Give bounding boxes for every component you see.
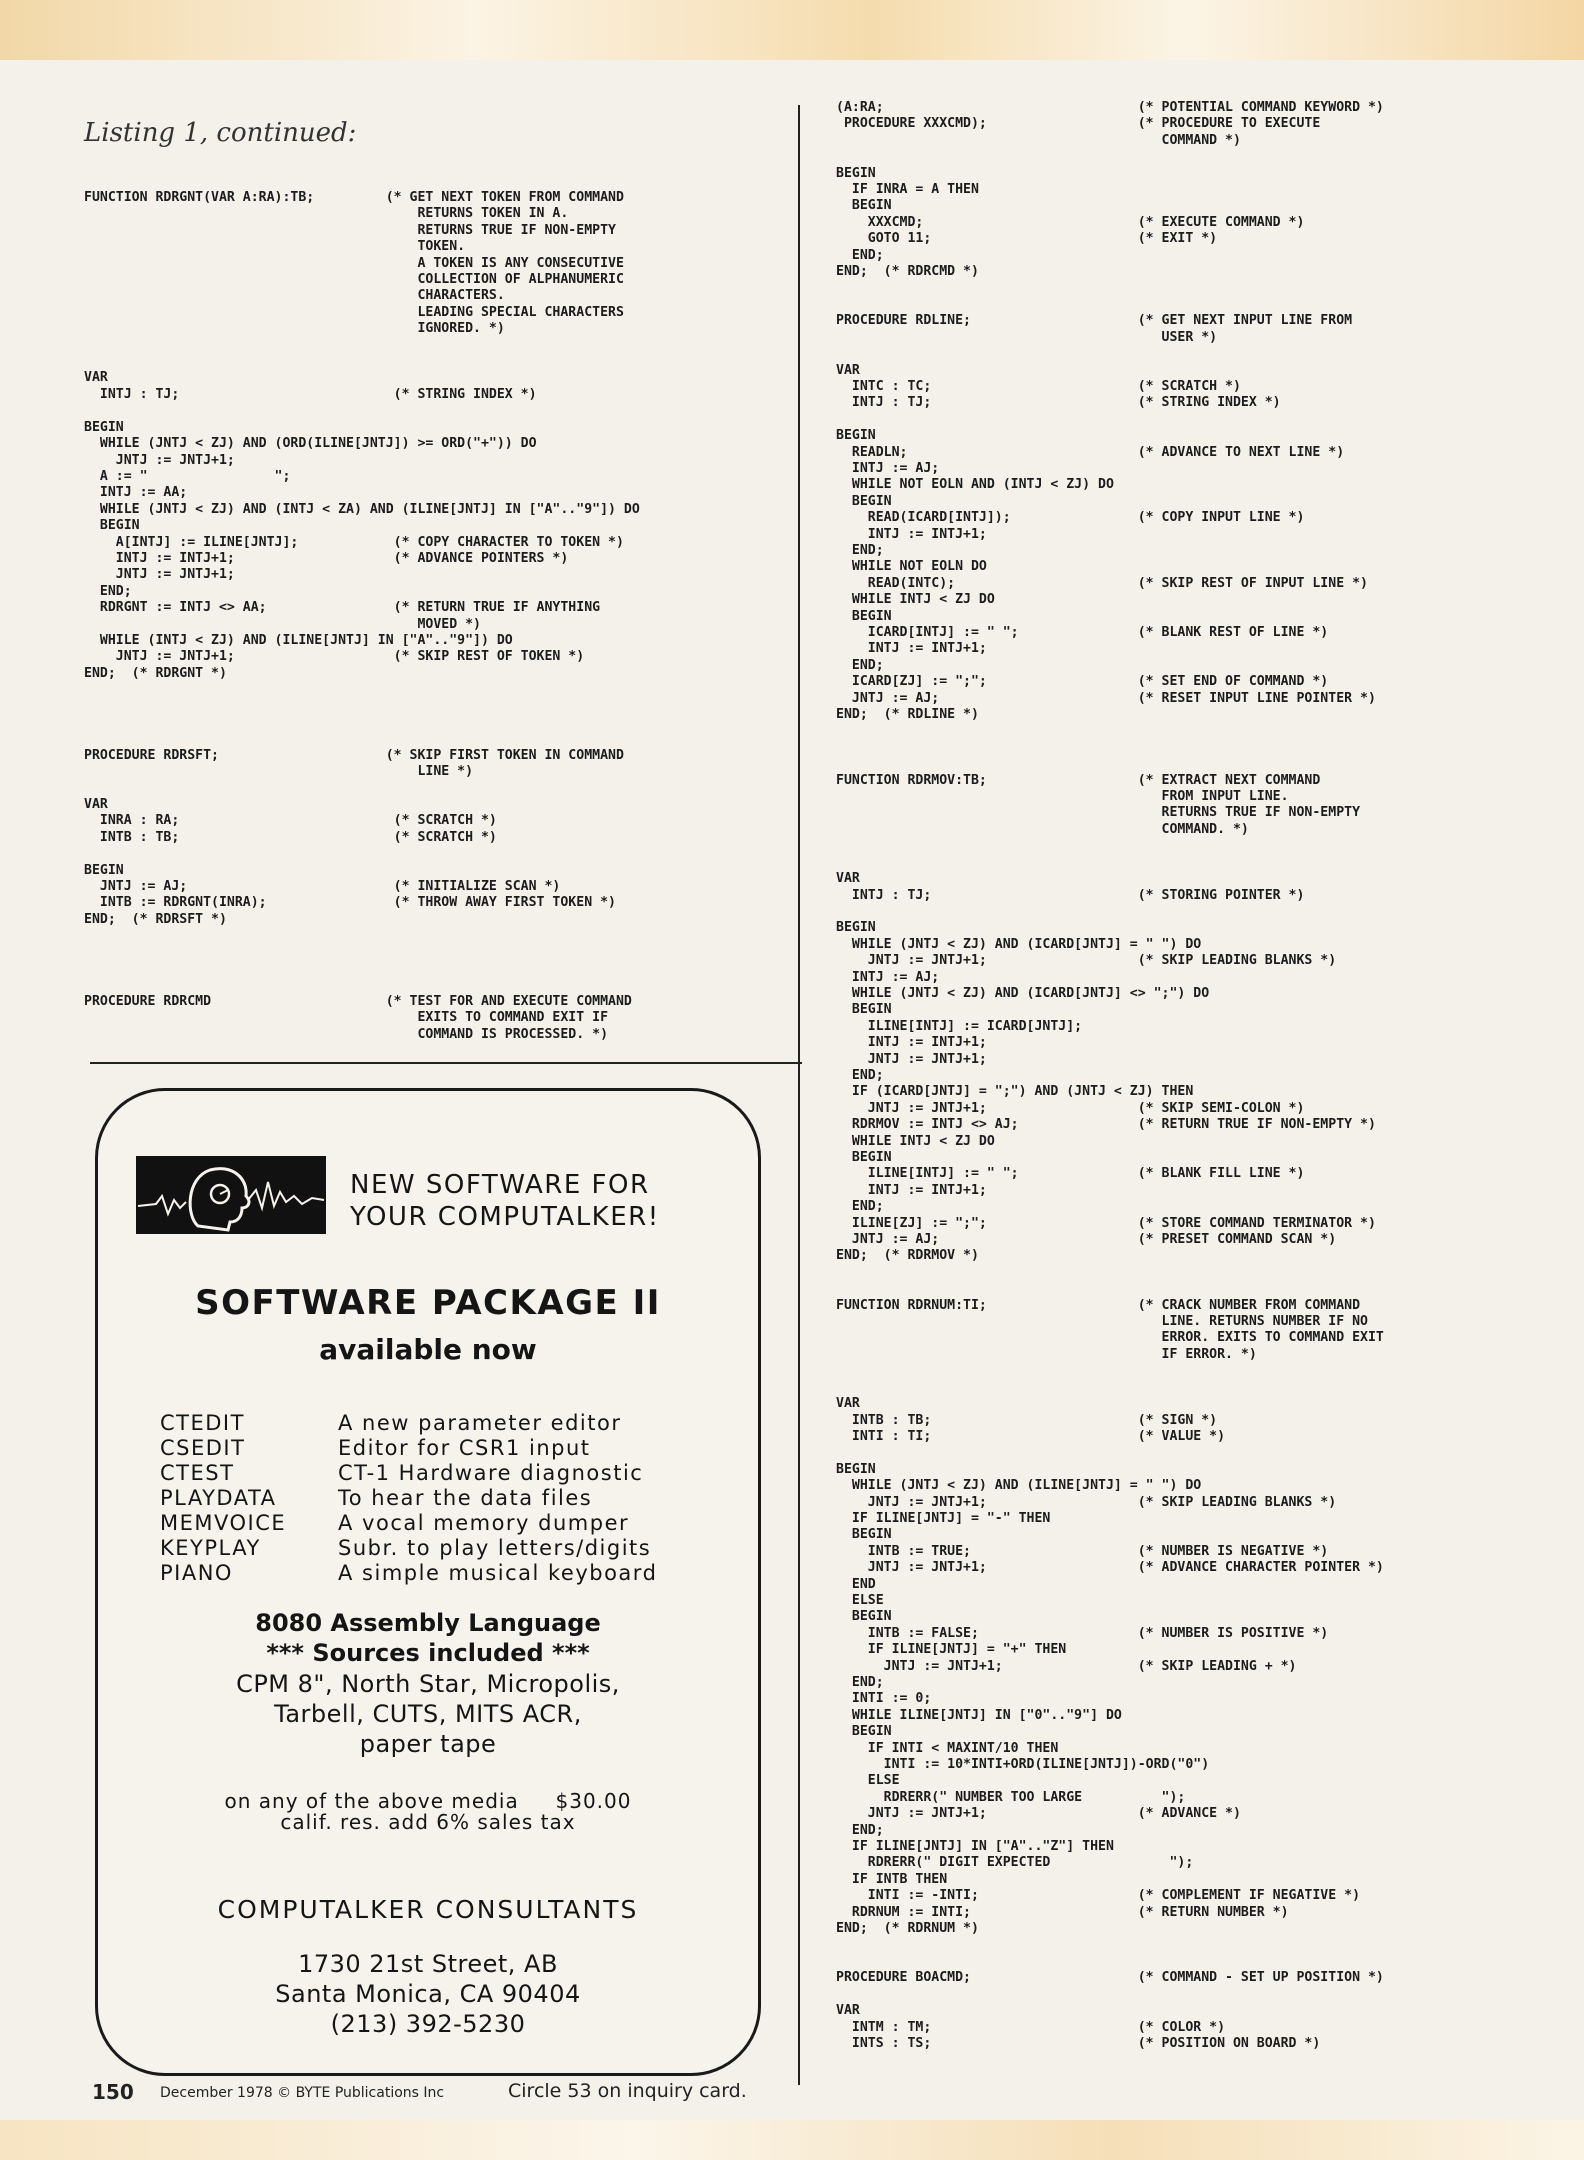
ad-media-line: paper tape	[359, 1730, 497, 1758]
program-description: To hear the data files	[338, 1486, 593, 1510]
computalker-advertisement	[95, 1088, 761, 2076]
program-row	[160, 1561, 740, 1586]
top-paper-edge	[0, 0, 1584, 60]
listing-right-column: (A:RA; (* POTENTIAL COMMAND KEYWORD *) PROCEDURE XXXCMD); (* PROCEDURE TO EXECUTE COMMAND *) BEGIN IF INRA = A THEN BEGIN XXXCMD; (* EXECUTE COMMAND *) GOTO 11; (* EXIT *) END; END; (* RDRCMD *) PROCEDURE RDLINE; (* GET NEXT INPUT LINE FROM USER *) VAR INTC : TC; (* SCRATCH *) INTJ : TJ; (* STRING INDEX *) BEGIN READLN; (* ADVANCE TO NEXT LINE *) INTJ := AJ; WHILE NOT EOLN AND (INTJ < ZJ) DO BEGIN READ(ICARD[INTJ]); (* COPY INPUT LINE *) INTJ := INTJ+1; END; WHILE NOT EOLN DO READ(INTC); (* SKIP REST OF INPUT LINE *) WHILE INTJ < ZJ DO BEGIN ICARD[INTJ] := " "; (* BLANK REST OF LINE *) INTJ := INTJ+1; END; ICARD[ZJ] := ";"; (* SET END OF COMMAND *) JNTJ := AJ; (* RESET INPUT LINE POINTER *) END; (* RDLINE *) FUNCTION RDRMOV:TB; (* EXTRACT NEXT COMMAND FROM INPUT LINE. RETURNS TRUE IF NON-EMPTY COMMAND. *) VAR INTJ : TJ; (* STORING POINTER *) BEGIN WHILE (JNTJ < ZJ) AND (ICARD[JNTJ] = " ") DO JNTJ := JNTJ+1; (* SKIP LEADING BLANKS *) INTJ := AJ; WHILE (JNTJ < ZJ) AND (ICARD[JNTJ] <> ";") DO BEGIN ILINE[INTJ] := ICARD[JNTJ]; INTJ := INTJ+1; JNTJ := JNTJ+1; END; IF (ICARD[JNTJ] = ";") AND (JNTJ < ZJ) THEN JNTJ := JNTJ+1; (* SKIP SEMI-COLON *) RDRMOV := INTJ <> AJ; (* RETURN TRUE IF NON-EMPTY *) WHILE INTJ < ZJ DO BEGIN ILINE[INTJ] := " "; (* BLANK FILL LINE *) INTJ := INTJ+1; END; ILINE[ZJ] := ";"; (* STORE COMMAND TERMINATOR *) JNTJ := AJ; (* PRESET COMMAND SCAN *) END; (* RDRMOV *) FUNCTION RDRNUM:TI; (* CRACK NUMBER FROM COMMAND LINE. RETURNS NUMBER IF NO ERROR. EXITS TO COMMAND EXIT IF ERROR. *) VAR INTB : TB; (* SIGN *) INTI : TI; (* VALUE *) BEGIN WHILE (JNTJ < ZJ) AND (ILINE[JNTJ] = " ") DO JNTJ := JNTJ+1; (* SKIP LEADING BLANKS *) IF ILINE[JNTJ] = "-" THEN BEGIN INTB := TRUE; (* NUMBER IS NEGATIVE *) JNTJ := JNTJ+1; (* ADVANCE CHARACTER POINTER *) END ELSE BEGIN INTB := FALSE; (* NUMBER IS POSITIVE *) IF ILINE[JNTJ] = "+" THEN JNTJ := JNTJ+1; (* SKIP LEADING + *) END; INTI := 0; WHILE ILINE[JNTJ] IN ["0".."9"] DO BEGIN IF INTI < MAXINT/10 THEN INTI := 10*INTI+ORD(ILINE[JNTJ])-ORD("0") ELSE RDRERR(" NUMBER TOO LARGE "); JNTJ := JNTJ+1; (* ADVANCE *) END; IF ILINE[JNTJ] IN ["A".."Z"] THEN RDRERR(" DIGIT EXPECTED "); IF INTB THEN INTI := -INTI; (* COMPLEMENT IF NEGATIVE *) RDRNUM := INTI; (* RETURN NUMBER *) END; (* RDRNUM *) PROCEDURE BOACMD; (* COMMAND - SET UP POSITION *) VAR INTM : TM; (* COLOR *) INTS : TS; (* POSITION ON BOARD *)	[836, 100, 1384, 2051]
program-row	[160, 1411, 740, 1436]
ad-subtitle: available now	[319, 1333, 537, 1366]
program-name: PIANO	[160, 1561, 233, 1585]
speaking-head-icon	[136, 1156, 326, 1234]
ad-divider	[90, 1062, 802, 1064]
ad-sources: *** Sources included ***	[266, 1639, 590, 1667]
program-name: CTEDIT	[160, 1411, 245, 1435]
column-divider	[798, 105, 800, 2085]
program-description: Editor for CSR1 input	[338, 1436, 591, 1460]
ad-company: COMPUTALKER CONSULTANTS	[217, 1895, 639, 1924]
ad-media-line: Tarbell, CUTS, MITS ACR,	[274, 1700, 582, 1728]
bottom-paper-edge	[0, 2120, 1584, 2160]
ad-city: Santa Monica, CA 90404	[275, 1980, 581, 2008]
program-row	[160, 1486, 740, 1511]
ad-street: 1730 21st Street, AB	[298, 1950, 558, 1978]
program-name: PLAYDATA	[160, 1486, 277, 1510]
inquiry-line: Circle 53 on inquiry card.	[508, 2080, 747, 2102]
program-description: Subr. to play letters/digits	[338, 1536, 652, 1560]
ad-address	[98, 1949, 758, 2039]
program-description: A new parameter editor	[338, 1411, 622, 1435]
page-number: 150	[92, 2080, 134, 2104]
publication-line: December 1978 © BYTE Publications Inc	[160, 2085, 445, 2101]
ad-price-line: on any of the above media $30.00	[224, 1789, 632, 1813]
program-row	[160, 1461, 740, 1486]
program-description: A simple musical keyboard	[338, 1561, 658, 1585]
program-name: MEMVOICE	[160, 1511, 287, 1535]
ad-title: SOFTWARE PACKAGE II	[195, 1283, 661, 1323]
ad-media	[98, 1669, 758, 1759]
ad-headline-line-2: YOUR COMPUTALKER!	[350, 1202, 660, 1232]
program-row	[160, 1436, 740, 1461]
ad-price	[98, 1791, 758, 1833]
listing-heading: Listing 1, continued:	[84, 118, 357, 148]
program-description: CT-1 Hardware diagnostic	[338, 1461, 644, 1485]
program-row	[160, 1511, 740, 1536]
program-description: A vocal memory dumper	[338, 1511, 630, 1535]
ad-phone: (213) 392-5230	[330, 2010, 526, 2038]
ad-media-line: CPM 8", North Star, Micropolis,	[236, 1670, 620, 1698]
program-name: CTEST	[160, 1461, 235, 1485]
program-name: CSEDIT	[160, 1436, 246, 1460]
ad-language: 8080 Assembly Language	[255, 1609, 601, 1637]
ad-headline-line-1: NEW SOFTWARE FOR	[350, 1170, 650, 1200]
listing-left-column: FUNCTION RDRGNT(VAR A:RA):TB; (* GET NEXT TOKEN FROM COMMAND RETURNS TOKEN IN A. RETURNS TRUE IF NON-EMPTY TOKEN. A TOKEN IS ANY CONSECUTIVE COLLECTION OF ALPHANUMERIC CHARACTERS. LEADING SPECIAL CHARACTERS IGNORED. *) VAR INTJ : TJ; (* STRING INDEX *) BEGIN WHILE (JNTJ < ZJ) AND (ORD(ILINE[JNTJ]) >= ORD("+")) DO JNTJ := JNTJ+1; A := " "; INTJ := AA; WHILE (JNTJ < ZJ) AND (INTJ < ZA) AND (ILINE[JNTJ] IN ["A".."9"]) DO BEGIN A[INTJ] := ILINE[JNTJ]; (* COPY CHARACTER TO TOKEN *) INTJ := INTJ+1; (* ADVANCE POINTERS *) JNTJ := JNTJ+1; END; RDRGNT := INTJ <> AA; (* RETURN TRUE IF ANYTHING MOVED *) WHILE (INTJ < ZJ) AND (ILINE[JNTJ] IN ["A".."9"]) DO JNTJ := JNTJ+1; (* SKIP REST OF TOKEN *) END; (* RDRGNT *) PROCEDURE RDRSFT; (* SKIP FIRST TOKEN IN COMMAND LINE *) VAR INRA : RA; (* SCRATCH *) INTB : TB; (* SCRATCH *) BEGIN JNTJ := AJ; (* INITIALIZE SCAN *) INTB := RDRGNT(INRA); (* THROW AWAY FIRST TOKEN *) END; (* RDRSFT *) PROCEDURE RDRCMD (* TEST FOR AND EXECUTE COMMAND EXITS TO COMMAND EXIT IF COMMAND IS PROCESSED. *)	[84, 190, 640, 1042]
ad-headline	[350, 1169, 750, 1233]
program-name: KEYPLAY	[160, 1536, 261, 1560]
program-list	[160, 1411, 740, 1586]
ad-tax-line: calif. res. add 6% sales tax	[280, 1810, 576, 1834]
program-row	[160, 1536, 740, 1561]
